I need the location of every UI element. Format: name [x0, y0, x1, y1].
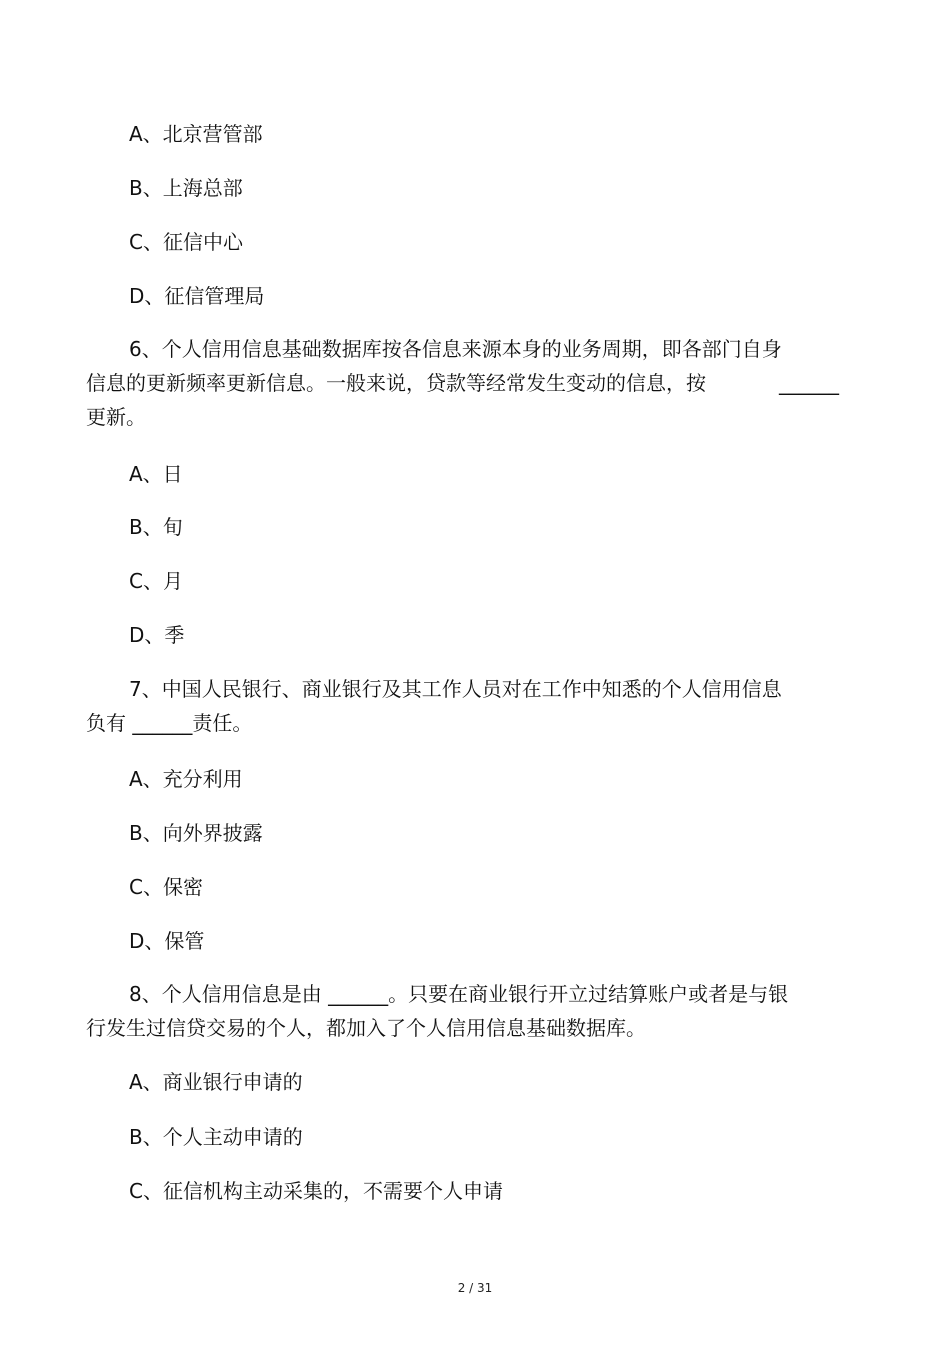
question-6-blank: ______ [779, 371, 839, 395]
option-a: A、充分利用 [129, 767, 243, 791]
option-b: B、旬 [129, 515, 183, 539]
option-c: C、征信中心 [129, 230, 243, 254]
option-a: A、北京营管部 [129, 122, 263, 146]
question-6-line-3: 更新。 [86, 405, 146, 429]
option-d: D、季 [129, 623, 185, 647]
question-7-line-1: 7、中国人民银行、商业银行及其工作人员对在工作中知悉的个人信用信息 [129, 677, 782, 701]
option-c: C、征信机构主动采集的，不需要个人申请 [129, 1179, 503, 1203]
option-c: C、月 [129, 569, 183, 593]
option-a: A、商业银行申请的 [129, 1070, 303, 1094]
question-8-line-1: 8、个人信用信息是由 ______。只要在商业银行开立过结算账户或者是与银 [129, 982, 789, 1006]
option-a: A、日 [129, 462, 183, 486]
option-b: B、个人主动申请的 [129, 1125, 303, 1149]
option-d: D、征信管理局 [129, 284, 265, 308]
option-d: D、保管 [129, 929, 205, 953]
question-6-line-2: 信息的更新频率更新信息。一般来说，贷款等经常发生变动的信息，按 [86, 371, 706, 395]
option-c: C、保密 [129, 875, 203, 899]
page-number: 2 / 31 [457, 1281, 493, 1295]
question-8-line-2: 行发生过信贷交易的个人，都加入了个人信用信息基础数据库。 [86, 1016, 646, 1040]
question-7-line-2: 负有 ______责任。 [86, 711, 253, 735]
option-b: B、向外界披露 [129, 821, 263, 845]
option-b: B、上海总部 [129, 176, 243, 200]
question-6-line-1: 6、个人信用信息基础数据库按各信息来源本身的业务周期，即各部门自身 [129, 337, 782, 361]
